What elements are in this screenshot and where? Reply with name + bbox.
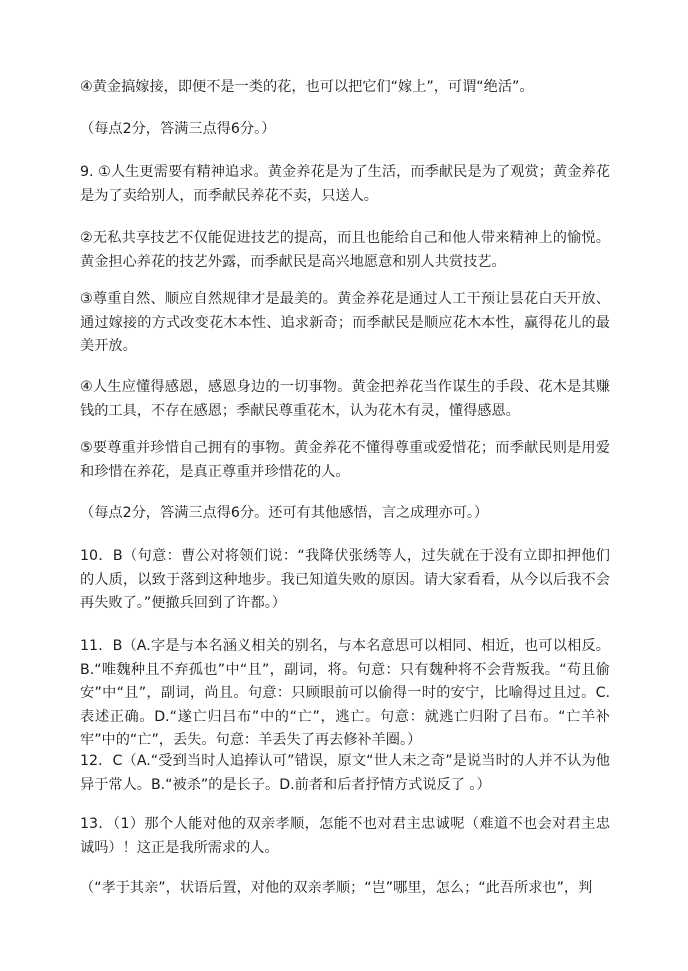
q11-answer: 11．B（A.字是与本名涵义相关的别名，与本名意思可以相同、相近，也可以相反。B.“唯魏种且不弃孤也”中“且”，副词，将。句意：只有魏种将不会背叛我。“苟且偷安”中“且”，副词，尚且。句意：只顾眼前可以偷得一时的安宁，比喻得过且过。C.表述正确。D.“遂亡归吕布”中的“亡”，逃亡。句意：就逃亡归附了吕布。“亡羊补牢”中的“亡”，丢失。句意：羊丢失了再去修补羊圈。） xyxy=(80,638,610,748)
q12-answer: 12．C（A.“受到当时人追捧认可”错误，原文“世人未之奇”是说当时的人并不认为他异于常人。B.“被杀”的是长子。D.前者和后者抒情方式说反了 。） xyxy=(80,753,610,793)
q13-part-1-translation: 13．（1）那个人能对他的双亲孝顺，怎能不也对君主忠诚呢（难道不也会对君主忠诚吗）！这正是我所需求的人。 xyxy=(80,816,610,856)
q9-point-4: ④人生应懂得感恩，感恩身边的一切事物。黄金把养花当作谋生的手段、花木是其赚钱的工具，不存在感恩；季献民尊重花木，认为花木有灵，懂得感恩。 xyxy=(80,379,610,419)
answer-item-4-grafting: ④黄金搞嫁接，即便不是一类的花，也可以把它们“嫁上”，可谓“绝活”。 xyxy=(80,79,534,95)
q9-point-2: ②无私共享技艺不仅能促进技艺的提高，而且也能给自己和他人带来精神上的愉悦。黄金担心养花的技艺外露，而季献民是高兴地愿意和别人共赏技艺。 xyxy=(80,230,610,270)
scoring-note-q8: （每点2分，答满三点得6分。） xyxy=(80,121,276,137)
q13-part-1-explanation: （“孝于其亲”，状语后置，对他的双亲孝顺；“岂”哪里，怎么；“此吾所求也”，判 xyxy=(80,880,593,896)
q9-point-3: ③尊重自然、顺应自然规律才是最美的。黄金养花是通过人工干预让昙花白天开放、通过嫁接的方式改变花木本性、追求新奇；而季献民是顺应花木本性，赢得花儿的最美开放。 xyxy=(80,291,610,354)
scoring-note-q9: （每点2分，答满三点得6分。还可有其他感悟，言之成理亦可。） xyxy=(80,505,489,521)
q9-point-5: ⑤要尊重并珍惜自己拥有的事物。黄金养花不懂得尊重或爱惜花；而季献民则是用爱和珍惜在养花，是真正尊重并珍惜花的人。 xyxy=(80,440,610,480)
q9-point-1: 9. ①人生更需要有精神追求。黄金养花是为了生活，而季献民是为了观赏；黄金养花是为了卖给别人，而季献民养花不卖，只送人。 xyxy=(80,164,610,204)
q10-answer: 10．B（句意：曹公对将领们说：“我降伏张绣等人，过失就在于没有立即扣押他们的人质，以致于落到这种地步。我已知道失败的原因。请大家看看，从今以后我不会再失败了。”便撤兵回到了许都。） xyxy=(80,548,610,611)
